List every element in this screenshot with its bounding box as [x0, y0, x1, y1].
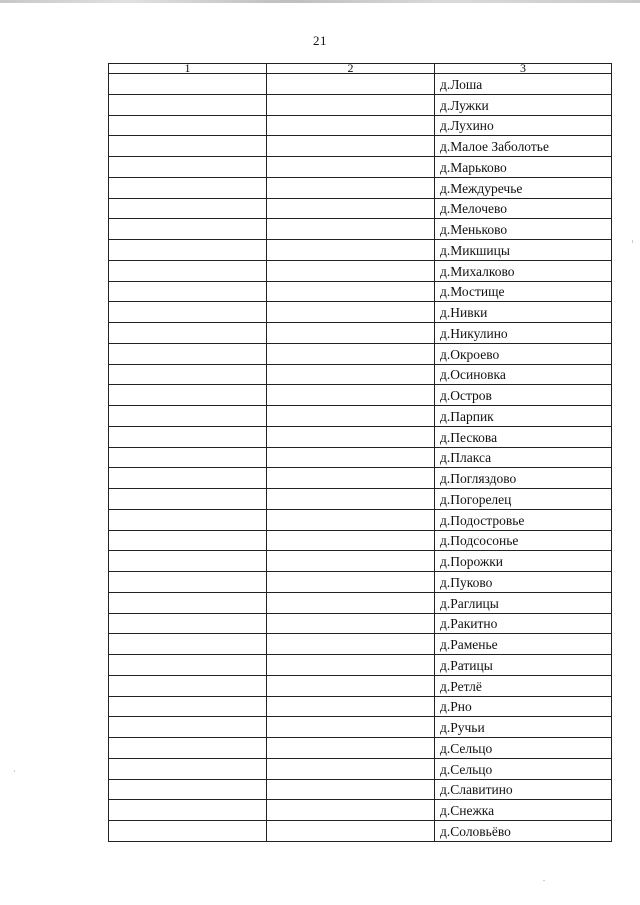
cell-col-1 [109, 447, 267, 468]
cell-col-2 [267, 779, 435, 800]
table-row [109, 634, 612, 655]
scan-speck [632, 240, 633, 243]
settlement-name: д.Окроево [435, 343, 612, 364]
table-row [109, 696, 612, 717]
table-row [109, 758, 612, 779]
table-row [109, 94, 612, 115]
settlement-name: д.Лужки [435, 94, 612, 115]
header-row [109, 64, 612, 74]
settlement-name: д.Ручьи [435, 717, 612, 738]
table-row [109, 115, 612, 136]
settlement-name: д.Ратицы [435, 655, 612, 676]
cell-col-1 [109, 821, 267, 842]
settlement-name: д.Ракитно [435, 613, 612, 634]
scan-speck [543, 880, 545, 881]
settlement-name: д.Славитино [435, 779, 612, 800]
table-row [109, 447, 612, 468]
cell-col-2 [267, 696, 435, 717]
cell-col-1 [109, 655, 267, 676]
cell-col-1 [109, 426, 267, 447]
cell-col-2 [267, 219, 435, 240]
cell-col-2 [267, 302, 435, 323]
cell-col-1 [109, 696, 267, 717]
table-row [109, 219, 612, 240]
cell-col-1 [109, 717, 267, 738]
settlement-name: д.Подсосонье [435, 530, 612, 551]
table-row [109, 406, 612, 427]
cell-col-2 [267, 447, 435, 468]
settlement-name: д.Меньково [435, 219, 612, 240]
cell-col-1 [109, 385, 267, 406]
table-row [109, 779, 612, 800]
cell-col-2 [267, 136, 435, 157]
table-body [109, 74, 612, 842]
cell-col-1 [109, 800, 267, 821]
settlement-name: д.Сельцо [435, 738, 612, 759]
page-number: 21 [313, 33, 327, 48]
settlement-name: д.Парпик [435, 406, 612, 427]
cell-col-1 [109, 240, 267, 261]
table-row [109, 281, 612, 302]
settlement-name: д.Порожки [435, 551, 612, 572]
settlement-name: д.Никулино [435, 323, 612, 344]
settlement-name: д.Осиновка [435, 364, 612, 385]
settlement-name: д.Плакса [435, 447, 612, 468]
cell-col-1 [109, 758, 267, 779]
table-row [109, 157, 612, 178]
column-header-3: 3 [435, 64, 612, 74]
cell-col-2 [267, 717, 435, 738]
cell-col-1 [109, 219, 267, 240]
cell-col-1 [109, 406, 267, 427]
cell-col-2 [267, 281, 435, 302]
table-row [109, 198, 612, 219]
settlement-name: д.Раглицы [435, 592, 612, 613]
cell-col-1 [109, 94, 267, 115]
table-row [109, 426, 612, 447]
cell-col-2 [267, 177, 435, 198]
settlement-name: д.Нивки [435, 302, 612, 323]
table-row [109, 717, 612, 738]
table-row [109, 738, 612, 759]
cell-col-1 [109, 634, 267, 655]
cell-col-1 [109, 323, 267, 344]
cell-col-1 [109, 302, 267, 323]
table-row [109, 260, 612, 281]
settlement-name: д.Междуречье [435, 177, 612, 198]
table-row [109, 489, 612, 510]
cell-col-1 [109, 468, 267, 489]
cell-col-2 [267, 426, 435, 447]
cell-col-1 [109, 343, 267, 364]
cell-col-2 [267, 364, 435, 385]
cell-col-2 [267, 634, 435, 655]
cell-col-2 [267, 758, 435, 779]
table-row [109, 323, 612, 344]
cell-col-2 [267, 655, 435, 676]
cell-col-2 [267, 240, 435, 261]
table-row [109, 302, 612, 323]
table-row [109, 530, 612, 551]
cell-col-2 [267, 198, 435, 219]
table-row [109, 655, 612, 676]
cell-col-1 [109, 364, 267, 385]
table-row [109, 240, 612, 261]
cell-col-1 [109, 509, 267, 530]
cell-col-2 [267, 260, 435, 281]
settlement-name: д.Лухино [435, 115, 612, 136]
cell-col-2 [267, 613, 435, 634]
column-header-2: 2 [267, 64, 435, 74]
cell-col-1 [109, 136, 267, 157]
settlement-name: д.Подостровье [435, 509, 612, 530]
table-row [109, 551, 612, 572]
cell-col-1 [109, 592, 267, 613]
cell-col-1 [109, 551, 267, 572]
settlements-table [108, 63, 612, 842]
settlement-name: д.Марьково [435, 157, 612, 178]
scan-speck [14, 770, 15, 772]
settlement-name: д.Мостище [435, 281, 612, 302]
cell-col-1 [109, 489, 267, 510]
settlement-name: д.Снежка [435, 800, 612, 821]
cell-col-2 [267, 406, 435, 427]
cell-col-2 [267, 800, 435, 821]
cell-col-2 [267, 343, 435, 364]
table-row [109, 74, 612, 95]
cell-col-1 [109, 572, 267, 593]
table-row [109, 572, 612, 593]
table-row [109, 592, 612, 613]
settlement-name: д.Остров [435, 385, 612, 406]
cell-col-1 [109, 198, 267, 219]
table-row [109, 509, 612, 530]
cell-col-2 [267, 530, 435, 551]
cell-col-2 [267, 592, 435, 613]
settlement-name: д.Пуково [435, 572, 612, 593]
cell-col-1 [109, 779, 267, 800]
cell-col-1 [109, 281, 267, 302]
cell-col-2 [267, 115, 435, 136]
column-header-1: 1 [109, 64, 267, 74]
settlement-name: д.Микшицы [435, 240, 612, 261]
cell-col-1 [109, 177, 267, 198]
cell-col-2 [267, 675, 435, 696]
settlement-name: д.Соловьёво [435, 821, 612, 842]
table-row [109, 177, 612, 198]
settlement-name: д.Раменье [435, 634, 612, 655]
cell-col-2 [267, 509, 435, 530]
table-row [109, 385, 612, 406]
cell-col-2 [267, 157, 435, 178]
settlement-name: д.Погорелец [435, 489, 612, 510]
cell-col-1 [109, 613, 267, 634]
settlement-name: д.Мелочево [435, 198, 612, 219]
cell-col-2 [267, 489, 435, 510]
cell-col-2 [267, 821, 435, 842]
table-row [109, 675, 612, 696]
cell-col-1 [109, 157, 267, 178]
cell-col-2 [267, 468, 435, 489]
cell-col-2 [267, 551, 435, 572]
settlement-name: д.Рно [435, 696, 612, 717]
settlement-name: д.Лоша [435, 74, 612, 95]
cell-col-1 [109, 675, 267, 696]
cell-col-1 [109, 738, 267, 759]
cell-col-2 [267, 74, 435, 95]
settlement-name: д.Михалково [435, 260, 612, 281]
cell-col-2 [267, 738, 435, 759]
settlement-name: д.Пескова [435, 426, 612, 447]
settlement-name: д.Ретлё [435, 675, 612, 696]
table-row [109, 343, 612, 364]
cell-col-1 [109, 74, 267, 95]
cell-col-1 [109, 115, 267, 136]
cell-col-1 [109, 260, 267, 281]
cell-col-2 [267, 385, 435, 406]
cell-col-2 [267, 323, 435, 344]
settlement-name: д.Сельцо [435, 758, 612, 779]
scan-edge [0, 0, 640, 3]
table-row [109, 364, 612, 385]
cell-col-2 [267, 572, 435, 593]
table-row [109, 613, 612, 634]
table-row [109, 468, 612, 489]
cell-col-2 [267, 94, 435, 115]
settlement-name: д.Малое Заболотье [435, 136, 612, 157]
settlement-name: д.Погляздово [435, 468, 612, 489]
table-row [109, 800, 612, 821]
table-row [109, 821, 612, 842]
table-row [109, 136, 612, 157]
cell-col-1 [109, 530, 267, 551]
settlements-table-wrap [108, 63, 611, 842]
